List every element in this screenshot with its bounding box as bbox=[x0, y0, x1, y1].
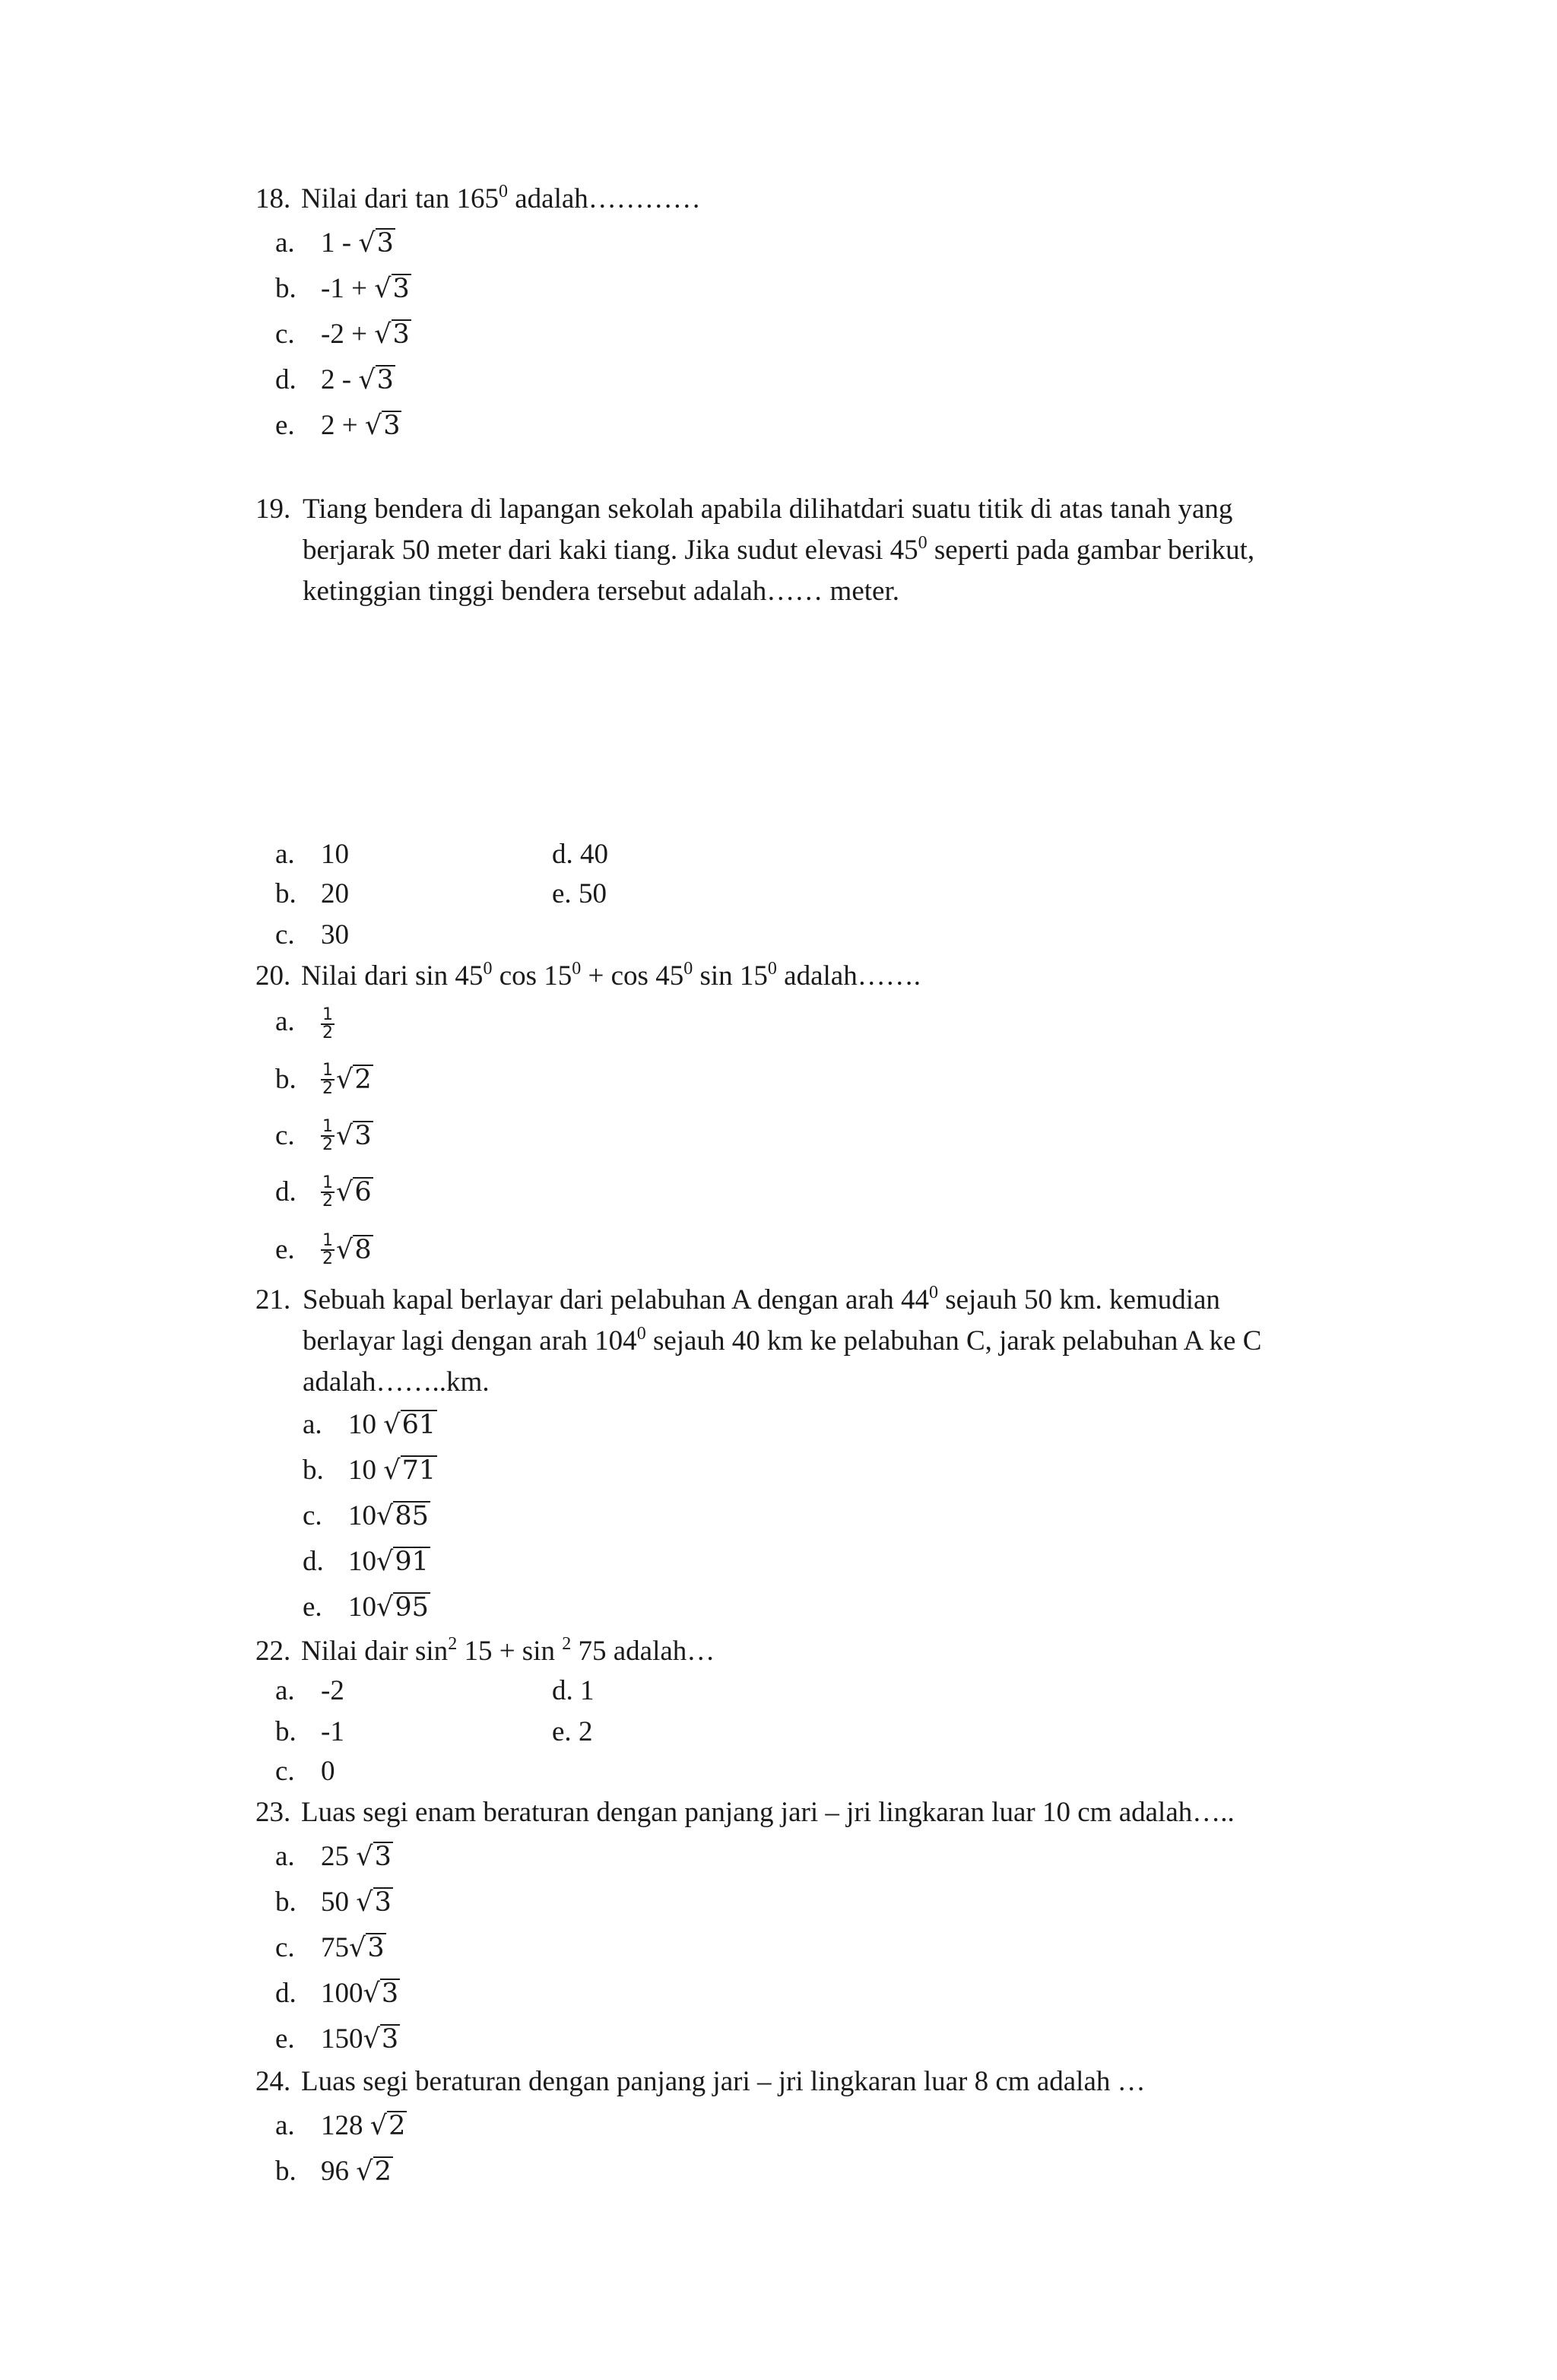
fraction: $\frac{1}{2}$ bbox=[322, 1231, 333, 1268]
sqrt-icon: √3 bbox=[336, 1121, 372, 1151]
question-22-option-d: d. 1 bbox=[552, 1675, 595, 1706]
question-19-option-e: e. 50 bbox=[552, 878, 607, 909]
sqrt-icon: √61 bbox=[383, 1410, 436, 1440]
question-24-text: Luas segi beraturan dengan panjang jari – jri lingkaran luar 8 cm adalah … bbox=[301, 2066, 1146, 2097]
question-24-number: 24. bbox=[255, 2066, 291, 2097]
question-23-number: 23. bbox=[255, 1797, 291, 1828]
question-22-number: 22. bbox=[255, 1636, 291, 1667]
question-19-option-d: d. 40 bbox=[552, 839, 608, 870]
sqrt-icon: √3 bbox=[364, 411, 401, 441]
sqrt-icon: √95 bbox=[376, 1592, 429, 1623]
question-23-text: Luas segi enam beraturan dengan panjang jari – jri lingkaran luar 10 cm adalah….. bbox=[301, 1797, 1235, 1828]
question-19-line-2: berjarak 50 meter dari kaki tiang. Jika sudut elevasi $45^0$ seperti pada gambar berikut, bbox=[303, 533, 1255, 566]
sqrt-icon: √3 bbox=[363, 1979, 399, 2009]
question-19-line-3: ketinggian tinggi bendera tersebut adalah…… meter. bbox=[303, 576, 899, 607]
question-22-option-e: e. 2 bbox=[552, 1716, 593, 1747]
question-19-line-1: Tiang bendera di lapangan sekolah apabila dilihatdari suatu titik di atas tanah yang bbox=[303, 493, 1233, 525]
sqrt-icon: √3 bbox=[356, 1887, 392, 1918]
question-18-number: 18. bbox=[255, 183, 291, 214]
question-20-text: Nilai dari $\sin 45^0$ $\cos 15^0 + \cos 45^0$ $\sin 15^0$ adalah……. bbox=[301, 959, 921, 992]
sqrt-icon: √2 bbox=[356, 2156, 392, 2187]
question-21-number: 21. bbox=[255, 1284, 291, 1315]
sqrt-icon: √3 bbox=[363, 2024, 399, 2055]
sqrt-icon: √91 bbox=[376, 1547, 429, 1577]
sqrt-icon: √85 bbox=[376, 1501, 429, 1531]
question-18-text: Nilai dari $\tan 165^0$ adalah………… bbox=[301, 182, 701, 214]
sqrt-icon: √3 bbox=[358, 365, 394, 395]
fraction: $\frac{1}{2}$ bbox=[322, 1061, 333, 1098]
question-22-text: Nilai dair $\sin^2 15 + \sin ^2$ 75 adalah… bbox=[301, 1634, 715, 1667]
sqrt-icon: √3 bbox=[374, 274, 410, 304]
sqrt-icon: √2 bbox=[336, 1065, 372, 1095]
question-21-line-2: berlayar lagi dengan arah $104^0$ sejauh 40 km ke pelabuhan C, jarak pelabuhan A ke C bbox=[303, 1324, 1262, 1357]
figure-placeholder bbox=[300, 624, 1365, 814]
question-19-number: 19. bbox=[255, 493, 291, 525]
fraction: $\frac{1}{2}$ bbox=[322, 1004, 333, 1042]
sqrt-icon: √2 bbox=[369, 2111, 406, 2141]
question-21-line-3: adalah……..km. bbox=[303, 1366, 490, 1398]
sqrt-icon: √71 bbox=[383, 1455, 436, 1486]
sqrt-icon: √3 bbox=[374, 319, 410, 350]
sqrt-icon: √3 bbox=[356, 1842, 392, 1872]
sqrt-icon: √6 bbox=[336, 1177, 372, 1207]
document-page: 18. Nilai dari $\tan 165^0$ adalah………… a. 1 - √3 b. -1 + √3 c. -2 + √3 d. 2 - √3 e. 2 + √3 19. Tiang bendera di lapangan sekolah apabila dilihatdari suatu titik di atas tanah yang berjarak 50 meter dari kaki tiang. Jika sudut elevasi $45^0$ seperti pada gambar berikut, ketinggian tinggi bendera tersebut adalah…… meter. a. 10 b. 20 c. 30 d. 40 e. 50 20. Nilai dari $\sin 45^0$ $\cos 15^0 + \cos 45^0$ $\sin 15^0$ adalah……. a. $\frac{1}{2}$ b. $\frac{1}{2}$ √2 c. $\frac{1}{2}$ √3 d. $\frac{1}{2}$ √6 e. $\frac{1}{2}$ √8 21. Sebuah kapal berlayar dari pelabuhan A dengan arah $44^0$ sejauh 50 km. kemudian berlayar lagi dengan arah $104^0$ sejauh 40 km ke pelabuhan C, jarak pelabuhan A ke C adalah……..km. a. 10 √61 b. 10 √71 c. 10√85 d. 10√91 e. 10√95 22. Nilai dair $\sin^2 15 + \sin ^2$ 75 adalah… a. -2 b. -1 c. 0 d. 1 e. 2 23. Luas segi enam beraturan dengan panjang jari – jri lingkaran luar 10 cm adalah….. a. 25 √3 b. 50 √3 c. 75√3 d. 100√3 e. 150√3 24. Luas segi beraturan dengan panjang jari – jri lingkaran luar 8 cm adalah … a. 128 √2 b. 96 √2 bbox=[0, 0, 1557, 2380]
question-21-line-1: Sebuah kapal berlayar dari pelabuhan A dengan arah $44^0$ sejauh 50 km. kemudian bbox=[303, 1283, 1220, 1315]
sqrt-icon: √3 bbox=[358, 228, 394, 259]
fraction: $\frac{1}{2}$ bbox=[322, 1173, 333, 1211]
fraction: $\frac{1}{2}$ bbox=[322, 1117, 333, 1154]
question-20-number: 20. bbox=[255, 960, 291, 992]
sqrt-icon: √3 bbox=[349, 1933, 385, 1963]
sqrt-icon: √8 bbox=[336, 1235, 372, 1265]
